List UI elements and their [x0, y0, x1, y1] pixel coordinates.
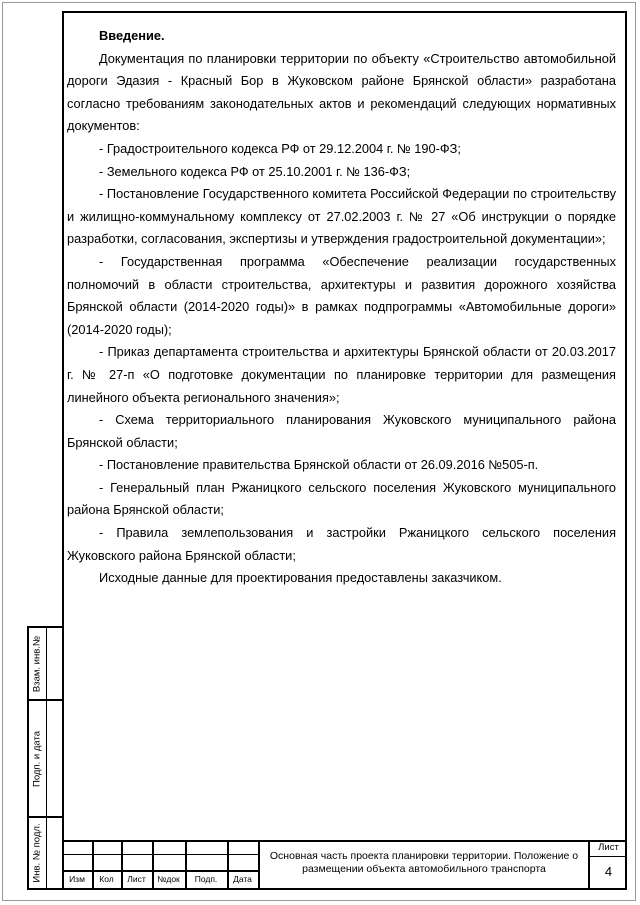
paragraph-closing: Исходные данные для проектирования предоставлены заказчиком.	[99, 570, 502, 586]
col-list: Лист	[127, 874, 146, 884]
col-kol: Кол	[99, 874, 114, 884]
document-body	[67, 25, 616, 590]
list-item: - Генеральный план Ржаницкого сельского поселения Жуковского муниципального района Брянской области;	[67, 479, 616, 518]
sheet-number: 4	[604, 864, 613, 879]
side-box-inv	[27, 816, 62, 890]
list-item: - Схема территориального планирования Жуковского муниципального района Брянской области;	[67, 412, 616, 450]
list-item: - Государственная программа «Обеспечение реализации государственных полномочий в области строительства, архитектуры и развития дорожного хозяйства Брянской области (2014-2020 годы)» в рамках подпрограммы «Автомобильные дороги» (2014-2020 годы);	[67, 253, 616, 337]
side-label-vzam: Взам. инв.№	[31, 635, 43, 692]
list-item: - Приказ департамента строительства и архитектуры Брянской области от 20.03.2017 г. № 27-п «О подготовке документации по планировке территории для размещения линейного объекта регионального значения»;	[67, 344, 616, 405]
list-item: - Земельного кодекса РФ от 25.10.2001 г. № 136-ФЗ;	[99, 163, 411, 179]
title-block	[62, 840, 627, 890]
side-box-podp	[27, 699, 62, 818]
list-item: - Постановление правительства Брянской области от 26.09.2016 №505-п.	[99, 457, 539, 473]
document-title: Основная часть проекта планировки территории. Положение о размещении объекта автомобильного транспорта	[269, 850, 579, 875]
list-item: - Постановление Государственного комитета Российской Федерации по строительству и жилищно-коммунальному комплексу от 27.02.2003 г. № 27 «Об инструкции о порядке разработки, согласования, экспертизы и утверждения градостроительной документации»;	[67, 186, 616, 247]
col-podp: Подп.	[194, 874, 218, 884]
list-item: - Правила землепользования и застройки Ржаницкого сельского поселения Жуковского района Брянской области;	[67, 525, 616, 563]
side-box-vzam	[27, 626, 62, 701]
paragraph-intro: Документация по планировки территории по объекту «Строительство автомобильной дороги Эдазия - Красный Бор в Жуковском районе Брянской области» разработана согласно требованиям законодательных актов и рекомендаций следующих нормативных документов:	[67, 50, 616, 134]
col-data: Дата	[233, 874, 252, 884]
col-izm: Изм	[69, 874, 85, 884]
sheet-label: Лист	[598, 842, 619, 853]
side-label-podp: Подп. и дата	[31, 730, 43, 787]
section-heading: Введение.	[99, 28, 165, 43]
side-label-inv: Инв. № подл.	[31, 823, 43, 883]
col-ndok: №док	[157, 874, 180, 884]
list-item: - Градостроительного кодекса РФ от 29.12.2004 г. № 190-ФЗ;	[99, 140, 461, 156]
